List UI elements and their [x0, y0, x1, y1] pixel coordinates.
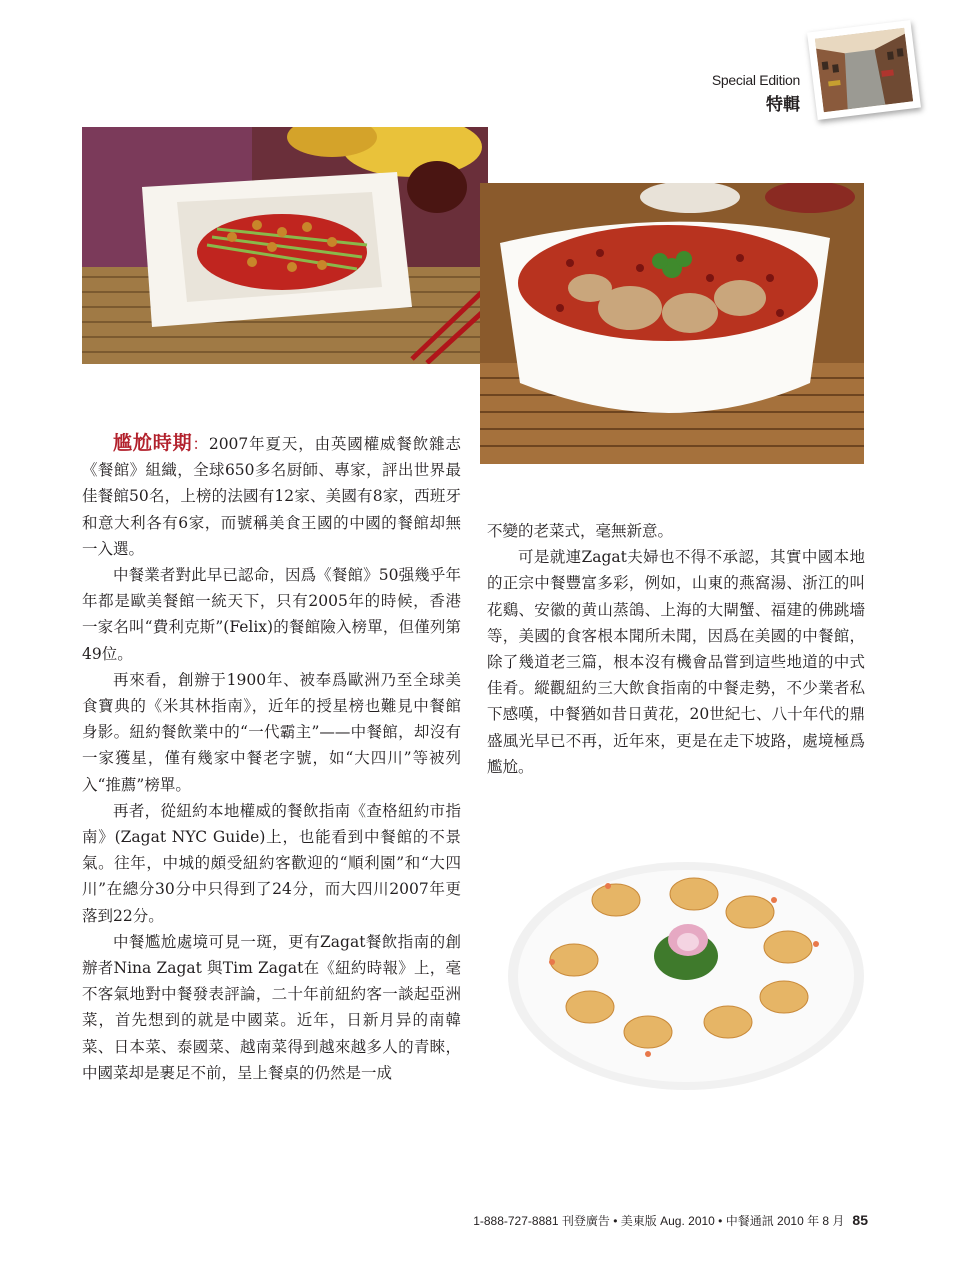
corner-polaroid: [807, 20, 921, 120]
shrimp-plate-photo: [498, 852, 874, 1100]
edition-en: Special Edition: [711, 72, 800, 88]
edition-zh: 特輯: [766, 95, 800, 115]
section-label: [712, 72, 800, 115]
page-footer: [473, 1212, 868, 1229]
street-photo: [815, 28, 913, 112]
lead-text: 2007年夏天，由英國權威餐飲雜志《餐館》組織，全球650多名厨師、專家，評出世界最佳餐館50名，上榜的法國有12家、美國有8家，西班牙和意大利各有6家，而號稱美食王國的中國的餐館却無一入選。: [82, 435, 461, 558]
footer-text: 1-888-727-8881 刊登廣告 • 美東版 Aug. 2010 • 中餐通訊 2010 年 8 月: [473, 1214, 845, 1228]
article-paragraph: [82, 430, 461, 562]
article-paragraph: 不變的老菜式，毫無新意。: [487, 522, 674, 540]
lead-title: 尴尬時期: [113, 432, 193, 454]
chili-noodle-dish-photo: [82, 127, 488, 364]
article-paragraph: 中餐業者對此早已認命，因爲《餐館》50强幾乎年年都是歐美餐館一統天下，只有2005年的時候，香港一家名叫“費利克斯”(Felix)的餐館險入榜單，但僅列第49位。: [82, 566, 461, 663]
article-paragraph: 中餐尷尬處境可見一斑，更有Zagat餐飲指南的創辦者Nina Zagat 與Tim Zagat在《紐約時報》上，毫不客氣地對中餐發表評論，二十年前紐約客一談起亞洲菜，首先想到的就是中國菜。近年，日新月异的南韓菜、日本菜、泰國菜、越南菜得到越來越多人的青睞，中國菜却是裹足不前，呈上餐桌的仍然是一成: [82, 932, 461, 1082]
article-left-column: [82, 430, 461, 1086]
article-paragraph: 再者，從紐約本地權威的餐飲指南《查格紐約市指南》(Zagat NYC Guide)上，也能看到中餐館的不景氣。往年，中城的頗受紐約客歡迎的“順利園”和“大四川”在總分30分中只得到了24分，而大四川2007年更落到22分。: [82, 801, 461, 925]
article-paragraph: 再來看，創辦于1900年、被奉爲歐洲乃至全球美食寶典的《米其林指南》，近年的授星榜也難見中餐館身影。紐約餐飲業中的“一代霸主”——中餐館，却沒有一家獲星，僅有幾家中餐老字號，如“大四川”等被列入“推薦”榜單。: [82, 670, 461, 794]
article-paragraph: 可是就連Zagat夫婦也不得不承認，其實中國本地的正宗中餐豐富多彩，例如，山東的燕窩湯、浙江的叫花鷄、安徽的黄山蒸鴿、上海的大閘蟹、福建的佛跳墻等，美國的食客根本聞所未聞，因爲在美國的中餐館，除了幾道老三篇，根本沒有機會品嘗到這些地道的中式佳肴。縱觀紐約三大飲食指南的中餐走勢，不少業者私下感嘆，中餐猶如昔日黄花，20世紀七、八十年代的鼎盛風光早已不再，近年來，更是在走下坡路，處境極爲尷尬。: [487, 548, 865, 776]
lead-colon: ：: [192, 435, 209, 453]
page-number: 85: [852, 1212, 868, 1228]
spicy-tripe-bowl-photo: [480, 183, 864, 464]
article-right-column: [487, 518, 865, 780]
